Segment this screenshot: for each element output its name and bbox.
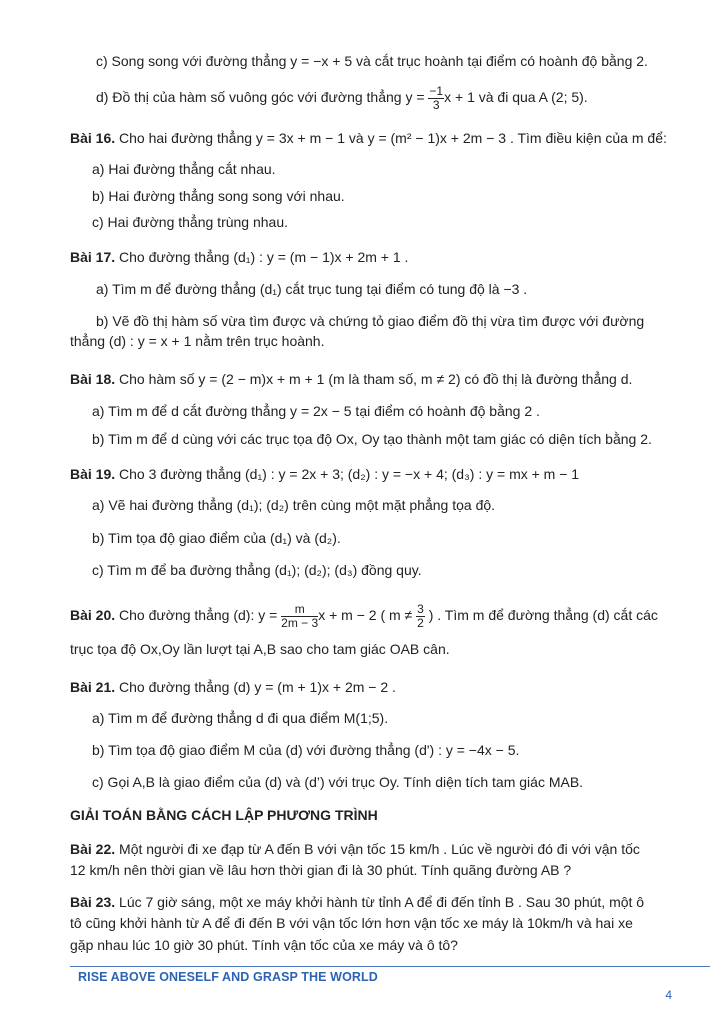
exercise-17-item-b-line1: b) Vẽ đồ thị hàm số vừa tìm được và chứng tỏ giao điểm đồ thị vừa tìm được với đường <box>96 313 645 329</box>
exercise-19-item-b: b) Tìm tọa độ giao điểm của (d₁) và (d₂). <box>92 530 341 546</box>
exercise-18-item-a: a) Tìm m để d cắt đường thẳng y = 2x − 5 tại điểm có hoành độ bằng 2 . <box>92 403 540 419</box>
exercise-19-item-a: a) Vẽ hai đường thẳng (d₁); (d₂) trên cùng một mặt phẳng tọa độ. <box>92 497 496 513</box>
exercise-label: Bài 22. <box>70 841 116 857</box>
exercise-15-item-d-start: d) Đồ thị của hàm số vuông góc với đường thẳng y = <box>96 89 429 105</box>
fraction-numerator: 3 <box>417 601 424 616</box>
exercise-17-item-b-line2: thẳng (d) : y = x + 1 nằm trên trục hoành. <box>70 333 325 349</box>
exercise-23-line1 <box>70 893 644 911</box>
exercise-20-line2: trục tọa độ Ox,Oy lần lượt tại A,B sao cho tam giác OAB cân. <box>70 641 450 657</box>
exercise-21-item-c: c) Gọi A,B là giao điểm của (d) và (d’) với trục Oy. Tính diện tích tam giác MAB. <box>92 774 584 790</box>
exercise-21 <box>70 678 396 696</box>
exercise-text: Cho hai đường thẳng y = 3x + m − 1 và y = (m² − 1)x + 2m − 3 . Tìm điều kiện của m để: <box>115 130 667 146</box>
exercise-18-item-b: b) Tìm m để d cùng với các trục tọa độ Ox, Oy tạo thành một tam giác có diện tích bằng 2. <box>92 431 652 447</box>
exercise-19 <box>70 465 579 483</box>
exercise-15-item-d-end: x + 1 và đi qua A (2; 5). <box>444 89 588 105</box>
exercise-text: Cho đường thẳng (d₁) : y = (m − 1)x + 2m + 1 . <box>115 249 409 265</box>
exercise-label: Bài 21. <box>70 679 116 695</box>
exercise-22-line1 <box>70 840 640 858</box>
fraction-denominator: 2 <box>417 615 424 630</box>
exercise-text: Cho đường thẳng (d) y = (m + 1)x + 2m − 2 . <box>115 679 396 695</box>
footer-divider <box>70 966 710 967</box>
exercise-18 <box>70 370 632 388</box>
exercise-21-item-b: b) Tìm tọa độ giao điểm M của (d) với đường thẳng (d') : y = −4x − 5. <box>92 742 520 758</box>
exercise-label: Bài 19. <box>70 466 116 482</box>
exercise-21-item-a: a) Tìm m để đường thẳng d đi qua điểm M(1;5). <box>92 710 389 726</box>
exercise-label: Bài 16. <box>70 130 116 146</box>
exercise-15-item-d <box>96 84 588 112</box>
exercise-text: Lúc 7 giờ sáng, một xe máy khởi hành từ tỉnh A để đi đến tỉnh B . Sau 30 phút, một ô <box>115 894 645 910</box>
fraction-numerator: m <box>281 603 318 617</box>
fraction-denominator: 3 <box>432 97 440 112</box>
footer-motto: RISE ABOVE ONESELF AND GRASP THE WORLD <box>78 970 378 984</box>
exercise-16-item-c: c) Hai đường thẳng trùng nhau. <box>92 214 289 230</box>
exercise-label: Bài 17. <box>70 249 116 265</box>
exercise-20 <box>70 598 658 632</box>
exercise-17-item-a: a) Tìm m để đường thẳng (d₁) cắt trục tung tại điểm có tung độ là −3 . <box>96 281 528 297</box>
exercise-text-start: Cho đường thẳng (d): y = <box>115 607 282 623</box>
exercise-19-item-c: c) Tìm m để ba đường thẳng (d₁); (d₂); (d₃) đồng quy. <box>92 562 422 578</box>
exercise-16 <box>70 129 667 147</box>
fraction-numerator: −1 <box>429 83 444 98</box>
fraction <box>416 603 425 630</box>
exercise-label: Bài 23. <box>70 894 116 910</box>
exercise-text: Cho 3 đường thẳng (d₁) : y = 2x + 3; (d₂) : y = −x + 4; (d₃) : y = mx + m − 1 <box>115 466 580 482</box>
exercise-text-end: ) . Tìm m để đường thẳng (d) cắt các <box>424 607 658 623</box>
exercise-22-line2: 12 km/h nên thời gian về lâu hơn thời gian đi là 30 phút. Tính quãng đường AB ? <box>70 862 572 878</box>
section-heading: GIẢI TOÁN BẰNG CÁCH LẬP PHƯƠNG TRÌNH <box>70 807 378 823</box>
exercise-text: Một người đi xe đạp từ A đến B với vận tốc 15 km/h . Lúc về người đó đi với vận tốc <box>115 841 640 857</box>
fraction <box>428 85 444 112</box>
fraction-denominator: 2m − 3 <box>281 615 319 630</box>
exercise-17 <box>70 248 408 266</box>
exercise-23-line3: gặp nhau lúc 10 giờ 30 phút. Tính vận tốc của xe máy và ô tô? <box>70 937 458 953</box>
page-number: 4 <box>665 988 672 1002</box>
exercise-label: Bài 18. <box>70 371 116 387</box>
exercise-16-item-a: a) Hai đường thẳng cắt nhau. <box>92 161 276 177</box>
exercise-text-middle: x + m − 2 ( m ≠ <box>318 607 417 623</box>
fraction <box>281 603 318 630</box>
exercise-15-item-c: c) Song song với đường thẳng y = −x + 5 và cắt trục hoành tại điểm có hoành độ bằng 2. <box>96 53 648 69</box>
exercise-text: Cho hàm số y = (2 − m)x + m + 1 (m là tham số, m ≠ 2) có đồ thị là đường thẳng d. <box>115 371 633 387</box>
exercise-16-item-b: b) Hai đường thẳng song song với nhau. <box>92 188 345 204</box>
exercise-23-line2: tô cũng khởi hành từ A để đi đến B với vận tốc lớn hơn vận tốc xe máy là 10km/h và hai xe <box>70 915 633 931</box>
exercise-label: Bài 20. <box>70 607 116 623</box>
